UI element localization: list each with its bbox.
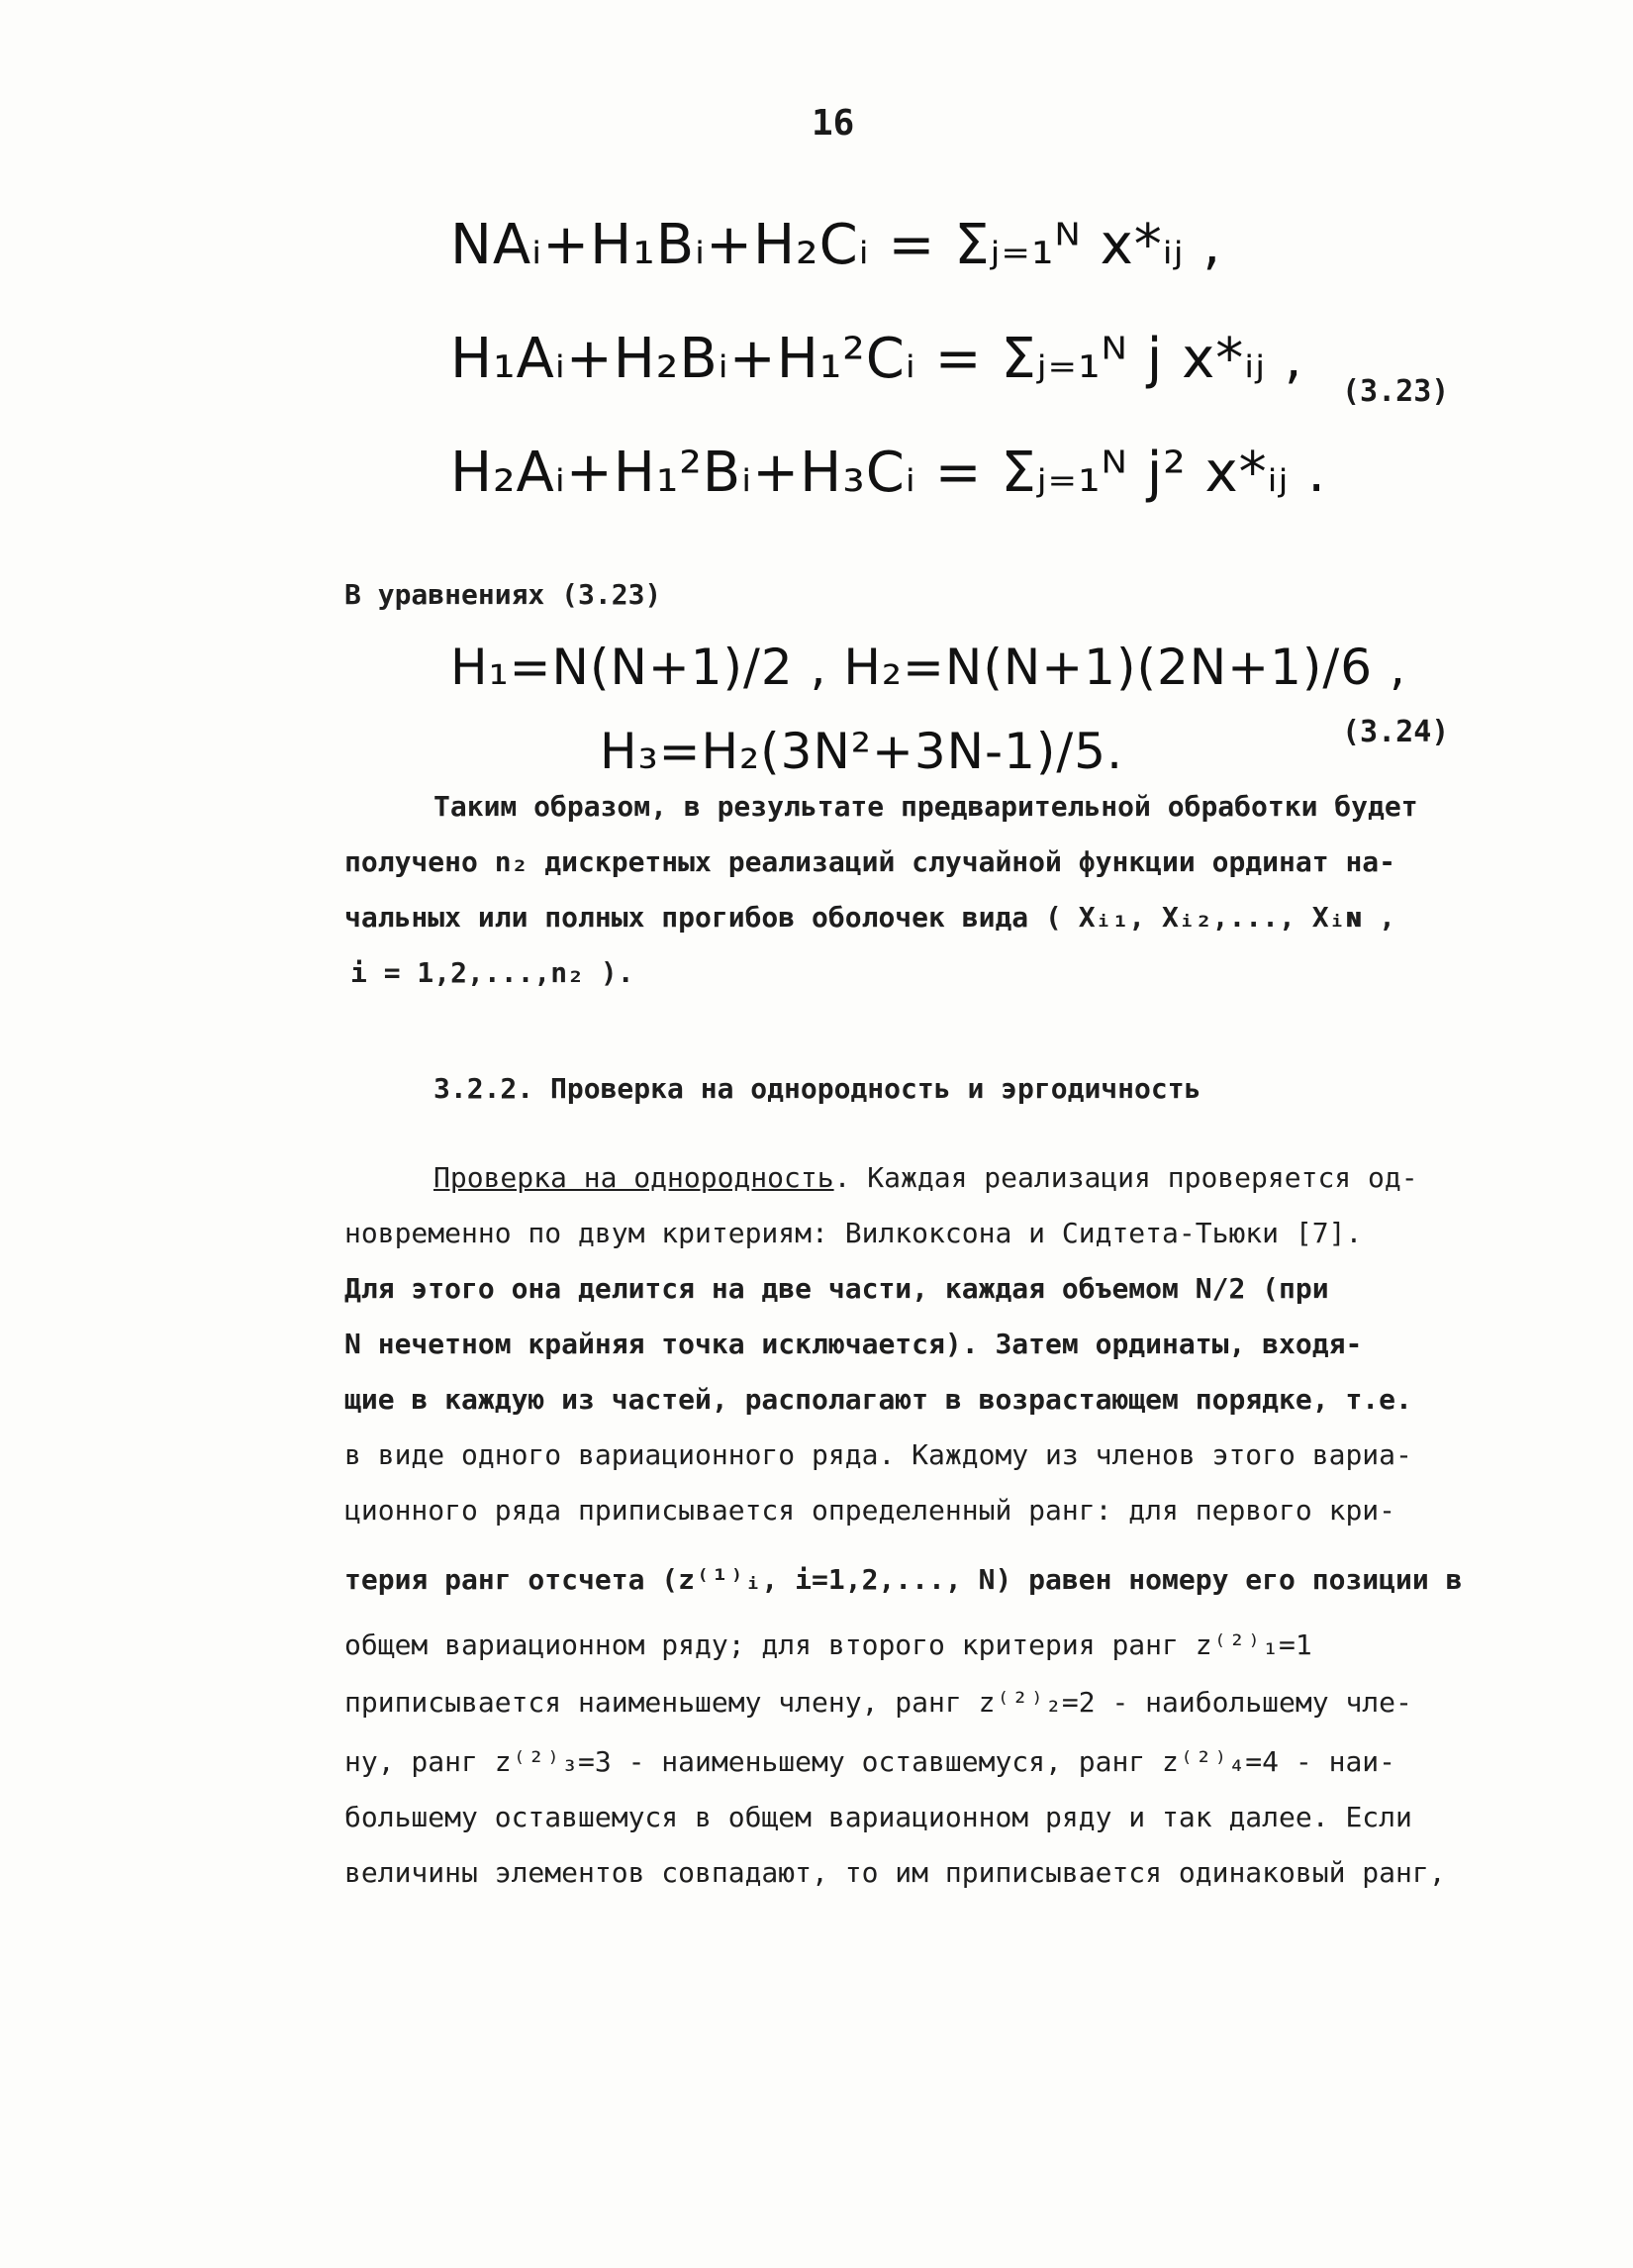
- paragraph-2-line-12: большему оставшемуся в общем вариационном ряду и так далее. Если: [344, 1801, 1412, 1833]
- paragraph-2-line-3: Для этого она делится на две части, каждая объемом N/2 (при: [344, 1272, 1329, 1305]
- paragraph-2-lead-rest: . Каждая реализация проверяется од-: [833, 1161, 1418, 1194]
- paragraph-2-line-2: новременно по двум критериям: Вилкоксона и Сидтета-Тьюки [7].: [344, 1217, 1363, 1249]
- paragraph-1-line-3: чальных или полных прогибов оболочек вида ( Xᵢ₁, Xᵢ₂,..., Xᵢɴ ,: [344, 901, 1396, 934]
- paragraph-1-line-1: Таким образом, в результате предварительной обработки будет: [433, 790, 1418, 823]
- paragraph-1-line-4: i = 1,2,...,n₂ ).: [350, 956, 634, 989]
- equation-number-3-23: (3.23): [1342, 374, 1450, 409]
- paragraph-2-line-10: приписывается наименьшему члену, ранг z⁽²⁾₂=2 - наибольшему чле-: [344, 1686, 1412, 1719]
- in-equations-label: В уравнениях (3.23): [344, 578, 662, 611]
- equation-3-23-line-3: H₂Aᵢ+H₁²Bᵢ+H₃Cᵢ = Σⱼ₌₁ᴺ j² x*ᵢⱼ .: [450, 441, 1327, 505]
- paragraph-2-lead: Проверка на однородность: [433, 1161, 834, 1194]
- paragraph-2-line-5: щие в каждую из частей, располагают в возрастающем порядке, т.е.: [344, 1383, 1412, 1416]
- equation-3-24-line-1: H₁=N(N+1)/2 , H₂=N(N+1)(2N+1)/6 ,: [450, 639, 1406, 696]
- paragraph-2-line-13: величины элементов совпадают, то им приписывается одинаковый ранг,: [344, 1856, 1446, 1889]
- paragraph-2-line-4: N нечетном крайняя точка исключается). Затем ординаты, входя-: [344, 1328, 1363, 1360]
- section-heading: 3.2.2. Проверка на однородность и эргодичность: [433, 1072, 1201, 1105]
- equation-3-23-line-2: H₁Aᵢ+H₂Bᵢ+H₁²Cᵢ = Σⱼ₌₁ᴺ j x*ᵢⱼ ,: [450, 327, 1303, 391]
- equation-3-24-line-2: H₃=H₂(3N²+3N-1)/5.: [600, 723, 1123, 780]
- paragraph-1-line-2: получено n₂ дискретных реализаций случайной функции ординат на-: [344, 845, 1396, 878]
- equation-number-3-24: (3.24): [1342, 715, 1450, 749]
- paragraph-2-line-1: [433, 1150, 1418, 1206]
- paragraph-2-line-6: в виде одного вариационного ряда. Каждому из членов этого вариа-: [344, 1438, 1412, 1471]
- paragraph-2-line-9: общем вариационном ряду; для второго критерия ранг z⁽²⁾₁=1: [344, 1628, 1312, 1661]
- equation-3-23-line-1: NAᵢ+H₁Bᵢ+H₂Cᵢ = Σⱼ₌₁ᴺ x*ᵢⱼ ,: [450, 213, 1222, 277]
- paragraph-2-line-11: ну, ранг z⁽²⁾₃=3 - наименьшему оставшемуся, ранг z⁽²⁾₄=4 - наи-: [344, 1745, 1396, 1778]
- paragraph-2-line-8: терия ранг отсчета (z⁽¹⁾ᵢ, i=1,2,..., N) равен номеру его позиции в: [344, 1563, 1463, 1596]
- page-number: 16: [812, 103, 855, 144]
- paragraph-2-line-7: ционного ряда приписывается определенный ранг: для первого кри-: [344, 1494, 1396, 1527]
